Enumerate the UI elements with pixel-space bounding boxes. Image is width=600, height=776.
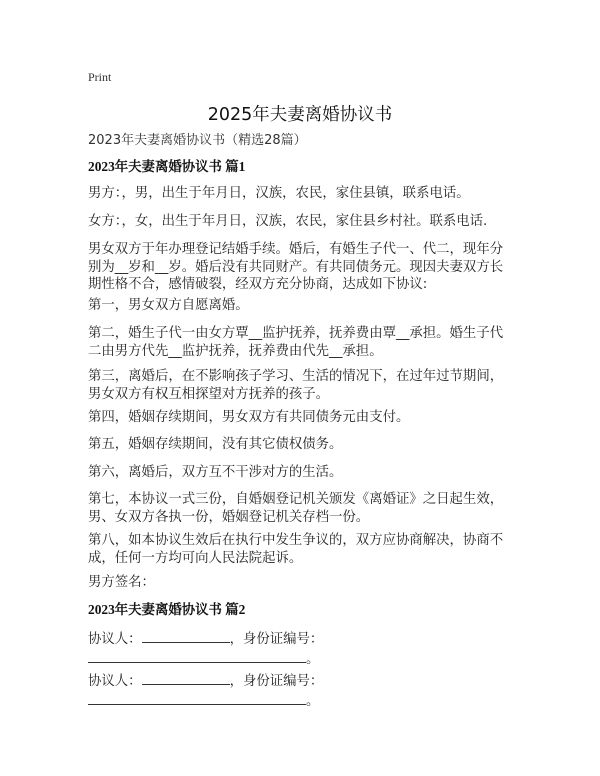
clause-5: 第五，婚姻存续期间，没有其它债权债务。 (88, 437, 343, 452)
paragraph-male-party: 男方：，男，出生于年月日，汉族，农民，家住县镇，联系电话。 (88, 186, 470, 201)
clause-3: 第三，离婚后，在不影响孩子学习、生活的情况下，在过年过节期间，男女双方有权互相探望对方抚养的孩子。 (88, 369, 504, 402)
end-mark: 。 (306, 693, 320, 709)
party-label: 协议人： (88, 674, 142, 689)
male-signature-label: 男方签名： (88, 575, 155, 590)
paragraph-background: 男女双方于年办理登记结婚手续。婚后，有婚生子代一、代二，现年分别为__岁和__岁。婚后没有共同财产。有共同债务元。现因夫妻双方长期性格不合，感情破裂，经双方充分协商，达成如下协议: (88, 242, 504, 292)
print-link[interactable]: Print (88, 70, 112, 84)
party-label: 协议人： (88, 632, 142, 647)
document-subtitle: 2023年夫妻离婚协议书（精选28篇） (88, 133, 307, 148)
paragraph-female-party: 女方：，女，出生于年月日，汉族，农民，家住县乡村社。联系电话. (88, 214, 488, 229)
clause-4: 第四，婚姻存续期间，男女双方有共同债务元由支付。 (88, 410, 410, 425)
id-label: ，身份证编号： (229, 674, 324, 689)
clause-6: 第六，离婚后，双方互不干涉对方的生活。 (88, 465, 343, 480)
clause-7: 第七，本协议一式三份，自婚姻登记机关颁发《离婚证》之日起生效，男、女双方各执一份，婚姻登记机关存档一份。 (88, 492, 504, 525)
party-name-blank[interactable] (142, 671, 230, 685)
section-heading-2: 2023年夫妻离婚协议书 篇2 (88, 602, 246, 617)
document-title: 2025年夫妻离婚协议书 (207, 105, 393, 125)
clause-1: 第一，男女双方自愿离婚。 (88, 298, 249, 313)
end-mark: 。 (306, 651, 320, 667)
clause-8: 第八，如本协议生效后在执行中发生争议的，双方应协商解决，协商不成，任何一方均可向人民法院起诉。 (88, 533, 504, 566)
party-row-1 (88, 629, 516, 668)
party-row-2 (88, 671, 516, 710)
party-name-blank[interactable] (142, 629, 230, 643)
section-heading-1: 2023年夫妻离婚协议书 篇1 (88, 159, 246, 174)
id-number-blank[interactable] (88, 649, 306, 663)
clause-2: 第二，婚生子代一由女方覃__监护抚养，抚养费由覃__承担。婚生子代二由男方代先__监护抚养，抚养费由代先__承担。 (88, 326, 504, 359)
id-label: ，身份证编号： (229, 632, 324, 647)
id-number-blank[interactable] (88, 691, 306, 705)
